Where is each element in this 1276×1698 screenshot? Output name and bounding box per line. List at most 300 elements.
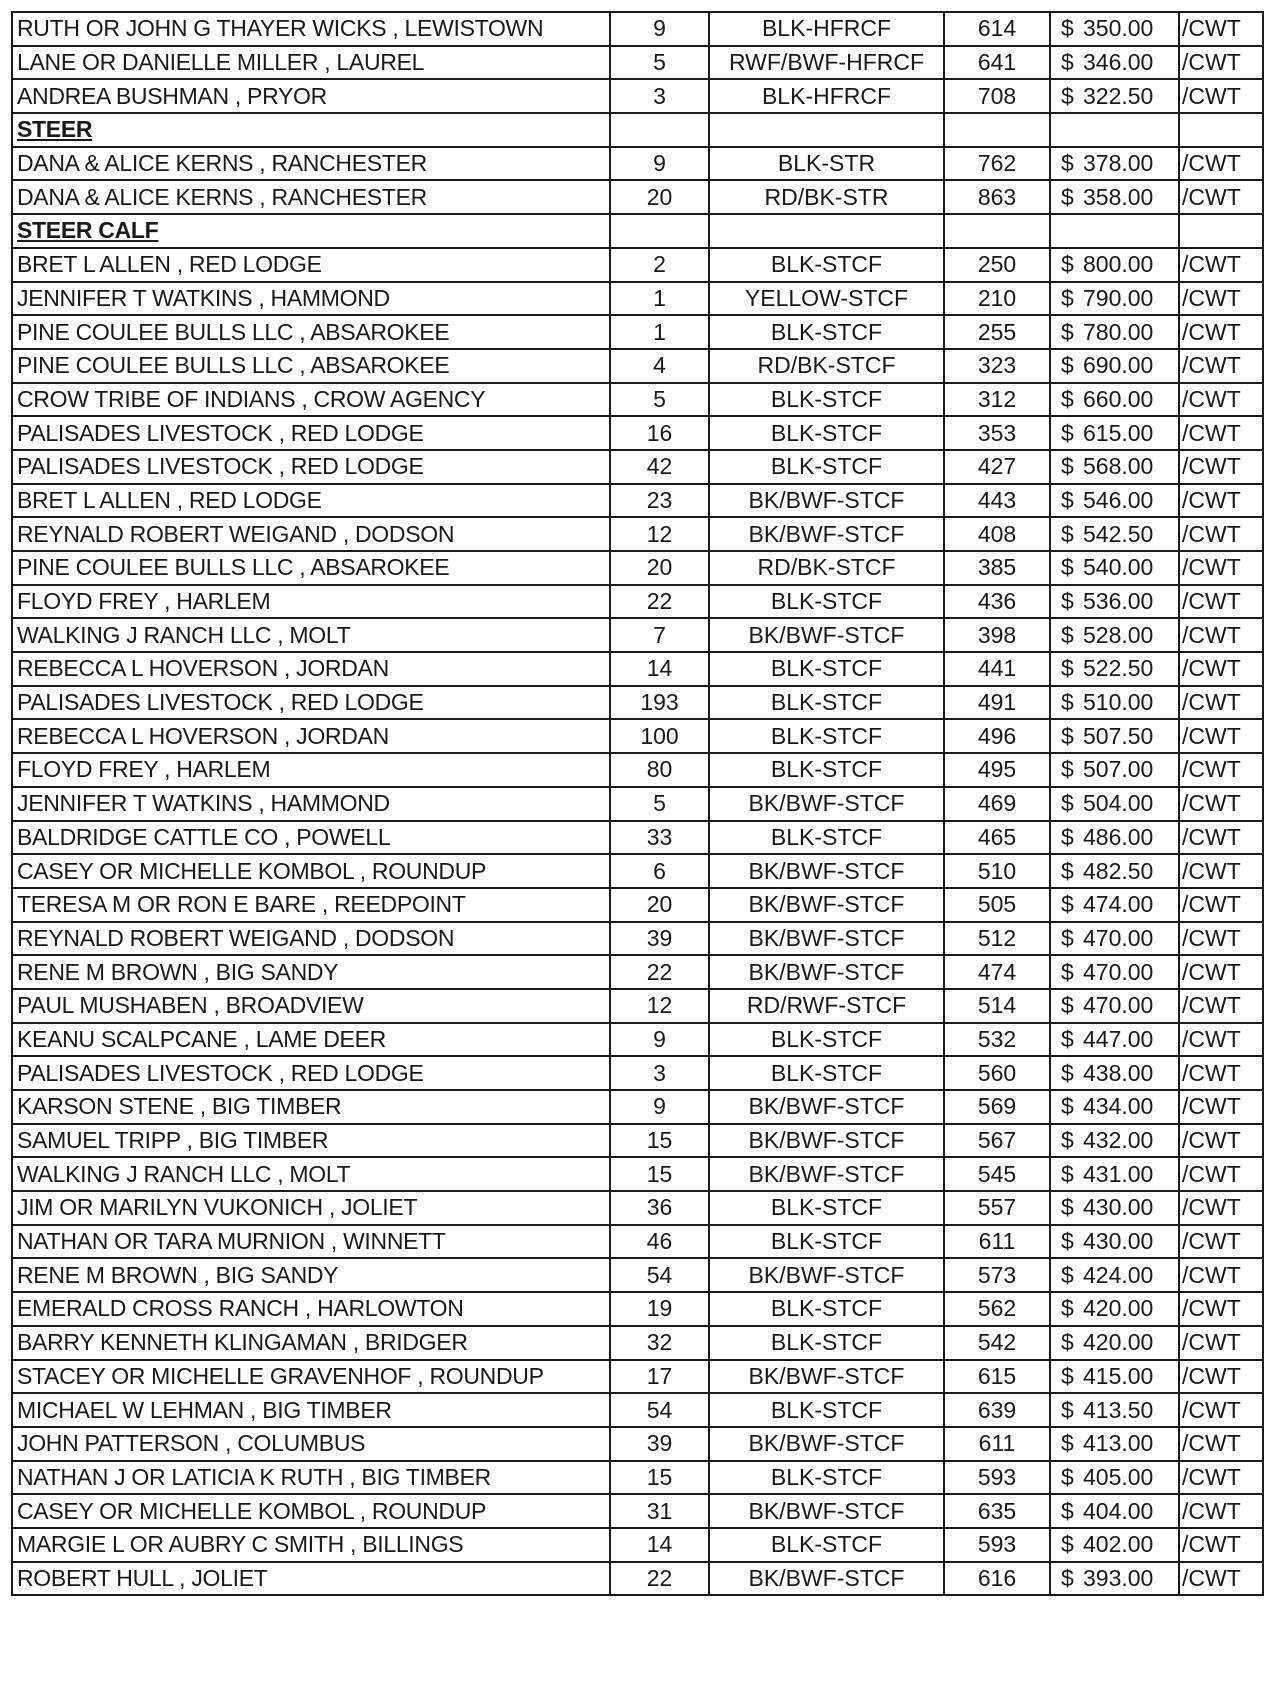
- empty-cell: [1050, 214, 1179, 248]
- consignor-cell: ANDREA BUSHMAN , PRYOR: [12, 79, 610, 113]
- currency-symbol: $: [1061, 183, 1074, 210]
- unit-cell: /CWT: [1179, 821, 1263, 855]
- unit-cell: /CWT: [1179, 888, 1263, 922]
- consignor-cell: CROW TRIBE OF INDIANS , CROW AGENCY: [12, 383, 610, 417]
- price-cell: [1050, 1157, 1179, 1191]
- head-count-cell: 20: [610, 551, 709, 585]
- table-body: [12, 12, 1263, 1595]
- unit-cell: /CWT: [1179, 1225, 1263, 1259]
- price-cell: [1050, 180, 1179, 214]
- unit-cell: /CWT: [1179, 79, 1263, 113]
- price-cell: [1050, 1393, 1179, 1427]
- table-row: [12, 1225, 1263, 1259]
- price-value: 690.00: [1083, 352, 1154, 379]
- table-row: [12, 315, 1263, 349]
- weight-cell: 567: [944, 1124, 1050, 1158]
- head-count-cell: 16: [610, 416, 709, 450]
- currency-symbol: $: [1061, 1025, 1074, 1052]
- price-cell: [1050, 517, 1179, 551]
- price-value: 800.00: [1083, 251, 1154, 278]
- head-count-cell: 14: [610, 1528, 709, 1562]
- head-count-cell: 6: [610, 854, 709, 888]
- unit-cell: /CWT: [1179, 1427, 1263, 1461]
- price-value: 470.00: [1083, 924, 1154, 951]
- price-value: 568.00: [1083, 453, 1154, 480]
- currency-symbol: $: [1061, 621, 1074, 648]
- weight-cell: 614: [944, 12, 1050, 46]
- description-cell: BLK-STCF: [709, 821, 944, 855]
- currency-symbol: $: [1061, 1059, 1074, 1086]
- unit-cell: /CWT: [1179, 1258, 1263, 1292]
- empty-cell: [709, 214, 944, 248]
- weight-cell: 505: [944, 888, 1050, 922]
- unit-cell: /CWT: [1179, 147, 1263, 181]
- price-cell: [1050, 282, 1179, 316]
- description-cell: BLK-STCF: [709, 652, 944, 686]
- consignor-cell: JIM OR MARILYN VUKONICH , JOLIET: [12, 1191, 610, 1225]
- currency-symbol: $: [1061, 1463, 1074, 1490]
- head-count-cell: 42: [610, 450, 709, 484]
- price-cell: [1050, 1360, 1179, 1394]
- table-row: [12, 1292, 1263, 1326]
- table-row: [12, 248, 1263, 282]
- description-cell: BK/BWF-STCF: [709, 955, 944, 989]
- price-value: 474.00: [1083, 891, 1154, 918]
- head-count-cell: 15: [610, 1157, 709, 1191]
- price-cell: [1050, 248, 1179, 282]
- consignor-cell: STACEY OR MICHELLE GRAVENHOF , ROUNDUP: [12, 1360, 610, 1394]
- consignor-cell: PINE COULEE BULLS LLC , ABSAROKEE: [12, 315, 610, 349]
- unit-cell: /CWT: [1179, 989, 1263, 1023]
- weight-cell: 496: [944, 719, 1050, 753]
- price-cell: [1050, 989, 1179, 1023]
- description-cell: BK/BWF-STCF: [709, 1258, 944, 1292]
- description-cell: BK/BWF-STCF: [709, 517, 944, 551]
- head-count-cell: 20: [610, 180, 709, 214]
- description-cell: RD/RWF-STCF: [709, 989, 944, 1023]
- weight-cell: 762: [944, 147, 1050, 181]
- unit-cell: /CWT: [1179, 686, 1263, 720]
- head-count-cell: 31: [610, 1494, 709, 1528]
- consignor-cell: NATHAN J OR LATICIA K RUTH , BIG TIMBER: [12, 1461, 610, 1495]
- unit-cell: /CWT: [1179, 180, 1263, 214]
- description-cell: BK/BWF-STCF: [709, 854, 944, 888]
- table-row: [12, 1191, 1263, 1225]
- currency-symbol: $: [1061, 1430, 1074, 1457]
- weight-cell: 427: [944, 450, 1050, 484]
- price-value: 413.50: [1083, 1396, 1154, 1423]
- price-value: 431.00: [1083, 1160, 1154, 1187]
- price-value: 430.00: [1083, 1228, 1154, 1255]
- weight-cell: 573: [944, 1258, 1050, 1292]
- consignor-cell: LANE OR DANIELLE MILLER , LAUREL: [12, 46, 610, 80]
- currency-symbol: $: [1061, 823, 1074, 850]
- currency-symbol: $: [1061, 385, 1074, 412]
- table-row: [12, 1427, 1263, 1461]
- unit-cell: /CWT: [1179, 248, 1263, 282]
- table-row: [12, 1157, 1263, 1191]
- description-cell: BK/BWF-STCF: [709, 888, 944, 922]
- description-cell: RD/BK-STR: [709, 180, 944, 214]
- description-cell: BK/BWF-STCF: [709, 922, 944, 956]
- consignor-cell: MICHAEL W LEHMAN , BIG TIMBER: [12, 1393, 610, 1427]
- price-cell: [1050, 1461, 1179, 1495]
- table-row: [12, 12, 1263, 46]
- head-count-cell: 80: [610, 753, 709, 787]
- head-count-cell: 5: [610, 787, 709, 821]
- currency-symbol: $: [1061, 1261, 1074, 1288]
- weight-cell: 557: [944, 1191, 1050, 1225]
- weight-cell: 560: [944, 1056, 1050, 1090]
- consignor-cell: PINE COULEE BULLS LLC , ABSAROKEE: [12, 349, 610, 383]
- currency-symbol: $: [1061, 790, 1074, 817]
- weight-cell: 542: [944, 1326, 1050, 1360]
- price-value: 393.00: [1083, 1564, 1154, 1591]
- description-cell: BK/BWF-STCF: [709, 1360, 944, 1394]
- head-count-cell: 32: [610, 1326, 709, 1360]
- table-row: [12, 854, 1263, 888]
- empty-cell: [610, 113, 709, 147]
- table-row: [12, 517, 1263, 551]
- price-value: 405.00: [1083, 1463, 1154, 1490]
- description-cell: BK/BWF-STCF: [709, 1090, 944, 1124]
- unit-cell: /CWT: [1179, 753, 1263, 787]
- consignor-cell: PALISADES LIVESTOCK , RED LODGE: [12, 416, 610, 450]
- price-value: 346.00: [1083, 49, 1154, 76]
- table-row: [12, 888, 1263, 922]
- table-row: [12, 450, 1263, 484]
- currency-symbol: $: [1061, 1194, 1074, 1221]
- price-cell: [1050, 450, 1179, 484]
- price-value: 420.00: [1083, 1295, 1154, 1322]
- head-count-cell: 14: [610, 652, 709, 686]
- unit-cell: /CWT: [1179, 383, 1263, 417]
- price-cell: [1050, 719, 1179, 753]
- price-value: 536.00: [1083, 588, 1154, 615]
- description-cell: BLK-STCF: [709, 719, 944, 753]
- table-row: [12, 180, 1263, 214]
- head-count-cell: 15: [610, 1461, 709, 1495]
- unit-cell: /CWT: [1179, 652, 1263, 686]
- description-cell: BLK-STCF: [709, 315, 944, 349]
- price-cell: [1050, 1225, 1179, 1259]
- currency-symbol: $: [1061, 1564, 1074, 1591]
- weight-cell: 495: [944, 753, 1050, 787]
- description-cell: BLK-STCF: [709, 686, 944, 720]
- description-cell: BLK-STCF: [709, 1326, 944, 1360]
- consignor-cell: PALISADES LIVESTOCK , RED LODGE: [12, 1056, 610, 1090]
- consignor-cell: WALKING J RANCH LLC , MOLT: [12, 618, 610, 652]
- table-row: [12, 787, 1263, 821]
- price-value: 415.00: [1083, 1362, 1154, 1389]
- weight-cell: 611: [944, 1427, 1050, 1461]
- price-cell: [1050, 686, 1179, 720]
- weight-cell: 562: [944, 1292, 1050, 1326]
- consignor-cell: JOHN PATTERSON , COLUMBUS: [12, 1427, 610, 1461]
- table-row: [12, 585, 1263, 619]
- table-row: [12, 686, 1263, 720]
- price-cell: [1050, 821, 1179, 855]
- weight-cell: 323: [944, 349, 1050, 383]
- price-cell: [1050, 1191, 1179, 1225]
- currency-symbol: $: [1061, 1160, 1074, 1187]
- head-count-cell: 39: [610, 1427, 709, 1461]
- consignor-cell: CASEY OR MICHELLE KOMBOL , ROUNDUP: [12, 1494, 610, 1528]
- head-count-cell: 54: [610, 1258, 709, 1292]
- table-row: [12, 955, 1263, 989]
- price-value: 404.00: [1083, 1497, 1154, 1524]
- currency-symbol: $: [1061, 992, 1074, 1019]
- weight-cell: 443: [944, 484, 1050, 518]
- weight-cell: 436: [944, 585, 1050, 619]
- unit-cell: /CWT: [1179, 1191, 1263, 1225]
- unit-cell: /CWT: [1179, 416, 1263, 450]
- price-value: 413.00: [1083, 1430, 1154, 1457]
- currency-symbol: $: [1061, 1497, 1074, 1524]
- head-count-cell: 100: [610, 719, 709, 753]
- currency-symbol: $: [1061, 655, 1074, 682]
- unit-cell: /CWT: [1179, 349, 1263, 383]
- currency-symbol: $: [1061, 150, 1074, 177]
- consignor-cell: KEANU SCALPCANE , LAME DEER: [12, 1023, 610, 1057]
- price-value: 402.00: [1083, 1531, 1154, 1558]
- head-count-cell: 17: [610, 1360, 709, 1394]
- consignor-cell: DANA & ALICE KERNS , RANCHESTER: [12, 147, 610, 181]
- consignor-cell: NATHAN OR TARA MURNION , WINNETT: [12, 1225, 610, 1259]
- price-value: 420.00: [1083, 1329, 1154, 1356]
- table-row: [12, 821, 1263, 855]
- currency-symbol: $: [1061, 857, 1074, 884]
- currency-symbol: $: [1061, 49, 1074, 76]
- table-row: [12, 282, 1263, 316]
- weight-cell: 611: [944, 1225, 1050, 1259]
- unit-cell: /CWT: [1179, 517, 1263, 551]
- empty-cell: [1179, 113, 1263, 147]
- description-cell: BLK-STCF: [709, 1528, 944, 1562]
- section-title: STEER: [17, 116, 93, 143]
- consignor-cell: FLOYD FREY , HARLEM: [12, 753, 610, 787]
- price-value: 378.00: [1083, 150, 1154, 177]
- description-cell: BLK-STCF: [709, 1056, 944, 1090]
- price-cell: [1050, 1494, 1179, 1528]
- description-cell: BLK-STCF: [709, 753, 944, 787]
- empty-cell: [709, 113, 944, 147]
- head-count-cell: 9: [610, 1090, 709, 1124]
- weight-cell: 545: [944, 1157, 1050, 1191]
- weight-cell: 385: [944, 551, 1050, 585]
- table-row: [12, 1494, 1263, 1528]
- head-count-cell: 12: [610, 989, 709, 1023]
- currency-symbol: $: [1061, 251, 1074, 278]
- currency-symbol: $: [1061, 689, 1074, 716]
- price-value: 504.00: [1083, 790, 1154, 817]
- weight-cell: 210: [944, 282, 1050, 316]
- consignor-cell: REBECCA L HOVERSON , JORDAN: [12, 719, 610, 753]
- price-cell: [1050, 383, 1179, 417]
- consignor-cell: BRET L ALLEN , RED LODGE: [12, 248, 610, 282]
- price-cell: [1050, 787, 1179, 821]
- unit-cell: /CWT: [1179, 1157, 1263, 1191]
- unit-cell: /CWT: [1179, 1326, 1263, 1360]
- price-value: 350.00: [1083, 15, 1154, 42]
- head-count-cell: 15: [610, 1124, 709, 1158]
- consignor-cell: REYNALD ROBERT WEIGAND , DODSON: [12, 922, 610, 956]
- table-row: [12, 1023, 1263, 1057]
- unit-cell: /CWT: [1179, 787, 1263, 821]
- section-title: STEER CALF: [17, 217, 159, 244]
- unit-cell: /CWT: [1179, 282, 1263, 316]
- unit-cell: /CWT: [1179, 12, 1263, 46]
- price-value: 780.00: [1083, 318, 1154, 345]
- currency-symbol: $: [1061, 588, 1074, 615]
- unit-cell: /CWT: [1179, 1023, 1263, 1057]
- head-count-cell: 3: [610, 79, 709, 113]
- weight-cell: 474: [944, 955, 1050, 989]
- weight-cell: 615: [944, 1360, 1050, 1394]
- unit-cell: /CWT: [1179, 1360, 1263, 1394]
- description-cell: BK/BWF-STCF: [709, 1562, 944, 1596]
- table-row: [12, 484, 1263, 518]
- consignor-cell: BALDRIDGE CATTLE CO , POWELL: [12, 821, 610, 855]
- head-count-cell: 2: [610, 248, 709, 282]
- currency-symbol: $: [1061, 924, 1074, 951]
- table-row: [12, 46, 1263, 80]
- table-row: [12, 349, 1263, 383]
- table-row: [12, 1056, 1263, 1090]
- unit-cell: /CWT: [1179, 1393, 1263, 1427]
- currency-symbol: $: [1061, 554, 1074, 581]
- price-value: 615.00: [1083, 419, 1154, 446]
- currency-symbol: $: [1061, 1362, 1074, 1389]
- currency-symbol: $: [1061, 756, 1074, 783]
- price-cell: [1050, 349, 1179, 383]
- table-row: [12, 551, 1263, 585]
- description-cell: RD/BK-STCF: [709, 349, 944, 383]
- head-count-cell: 19: [610, 1292, 709, 1326]
- price-value: 424.00: [1083, 1261, 1154, 1288]
- unit-cell: /CWT: [1179, 618, 1263, 652]
- price-cell: [1050, 1023, 1179, 1057]
- weight-cell: 532: [944, 1023, 1050, 1057]
- description-cell: BK/BWF-STCF: [709, 1494, 944, 1528]
- currency-symbol: $: [1061, 520, 1074, 547]
- head-count-cell: 3: [610, 1056, 709, 1090]
- price-cell: [1050, 484, 1179, 518]
- description-cell: RD/BK-STCF: [709, 551, 944, 585]
- description-cell: YELLOW-STCF: [709, 282, 944, 316]
- consignor-cell: SAMUEL TRIPP , BIG TIMBER: [12, 1124, 610, 1158]
- table-row: [12, 1360, 1263, 1394]
- price-value: 522.50: [1083, 655, 1154, 682]
- price-value: 432.00: [1083, 1127, 1154, 1154]
- description-cell: BK/BWF-STCF: [709, 484, 944, 518]
- description-cell: BLK-STCF: [709, 1461, 944, 1495]
- price-value: 434.00: [1083, 1093, 1154, 1120]
- price-cell: [1050, 1562, 1179, 1596]
- consignor-cell: PALISADES LIVESTOCK , RED LODGE: [12, 450, 610, 484]
- price-cell: [1050, 618, 1179, 652]
- price-cell: [1050, 652, 1179, 686]
- consignor-cell: CASEY OR MICHELLE KOMBOL , ROUNDUP: [12, 854, 610, 888]
- price-cell: [1050, 1090, 1179, 1124]
- description-cell: BLK-STCF: [709, 1023, 944, 1057]
- table-row: [12, 79, 1263, 113]
- consignor-cell: DANA & ALICE KERNS , RANCHESTER: [12, 180, 610, 214]
- consignor-cell: REYNALD ROBERT WEIGAND , DODSON: [12, 517, 610, 551]
- price-cell: [1050, 854, 1179, 888]
- weight-cell: 491: [944, 686, 1050, 720]
- consignor-cell: TERESA M OR RON E BARE , REEDPOINT: [12, 888, 610, 922]
- empty-cell: [610, 214, 709, 248]
- price-cell: [1050, 12, 1179, 46]
- currency-symbol: $: [1061, 1228, 1074, 1255]
- weight-cell: 441: [944, 652, 1050, 686]
- currency-symbol: $: [1061, 284, 1074, 311]
- table-row: [12, 618, 1263, 652]
- unit-cell: /CWT: [1179, 1562, 1263, 1596]
- price-value: 470.00: [1083, 958, 1154, 985]
- price-cell: [1050, 585, 1179, 619]
- sale-results-table: [11, 11, 1264, 1596]
- unit-cell: /CWT: [1179, 450, 1263, 484]
- table-row: [12, 416, 1263, 450]
- price-cell: [1050, 1258, 1179, 1292]
- currency-symbol: $: [1061, 486, 1074, 513]
- consignor-cell: JENNIFER T WATKINS , HAMMOND: [12, 787, 610, 821]
- currency-symbol: $: [1061, 891, 1074, 918]
- weight-cell: 465: [944, 821, 1050, 855]
- currency-symbol: $: [1061, 1295, 1074, 1322]
- consignor-cell: PALISADES LIVESTOCK , RED LODGE: [12, 686, 610, 720]
- unit-cell: /CWT: [1179, 1461, 1263, 1495]
- consignor-cell: RUTH OR JOHN G THAYER WICKS , LEWISTOWN: [12, 12, 610, 46]
- head-count-cell: 7: [610, 618, 709, 652]
- weight-cell: 512: [944, 922, 1050, 956]
- consignor-cell: EMERALD CROSS RANCH , HARLOWTON: [12, 1292, 610, 1326]
- unit-cell: /CWT: [1179, 1494, 1263, 1528]
- currency-symbol: $: [1061, 82, 1074, 109]
- table-row: [12, 1090, 1263, 1124]
- head-count-cell: 23: [610, 484, 709, 518]
- table-row: [12, 652, 1263, 686]
- price-cell: [1050, 1292, 1179, 1326]
- head-count-cell: 20: [610, 888, 709, 922]
- currency-symbol: $: [1061, 318, 1074, 345]
- description-cell: BK/BWF-STCF: [709, 618, 944, 652]
- currency-symbol: $: [1061, 1329, 1074, 1356]
- head-count-cell: 22: [610, 1562, 709, 1596]
- currency-symbol: $: [1061, 958, 1074, 985]
- table-row: [12, 1461, 1263, 1495]
- currency-symbol: $: [1061, 1093, 1074, 1120]
- unit-cell: /CWT: [1179, 585, 1263, 619]
- empty-cell: [1179, 214, 1263, 248]
- unit-cell: /CWT: [1179, 1056, 1263, 1090]
- price-cell: [1050, 551, 1179, 585]
- table-row: [12, 1258, 1263, 1292]
- weight-cell: 593: [944, 1461, 1050, 1495]
- table-row: [12, 753, 1263, 787]
- weight-cell: 408: [944, 517, 1050, 551]
- description-cell: BLK-STCF: [709, 1393, 944, 1427]
- consignor-cell: KARSON STENE , BIG TIMBER: [12, 1090, 610, 1124]
- description-cell: BLK-STR: [709, 147, 944, 181]
- price-cell: [1050, 1056, 1179, 1090]
- head-count-cell: 22: [610, 585, 709, 619]
- weight-cell: 250: [944, 248, 1050, 282]
- currency-symbol: $: [1061, 1531, 1074, 1558]
- table-row: [12, 383, 1263, 417]
